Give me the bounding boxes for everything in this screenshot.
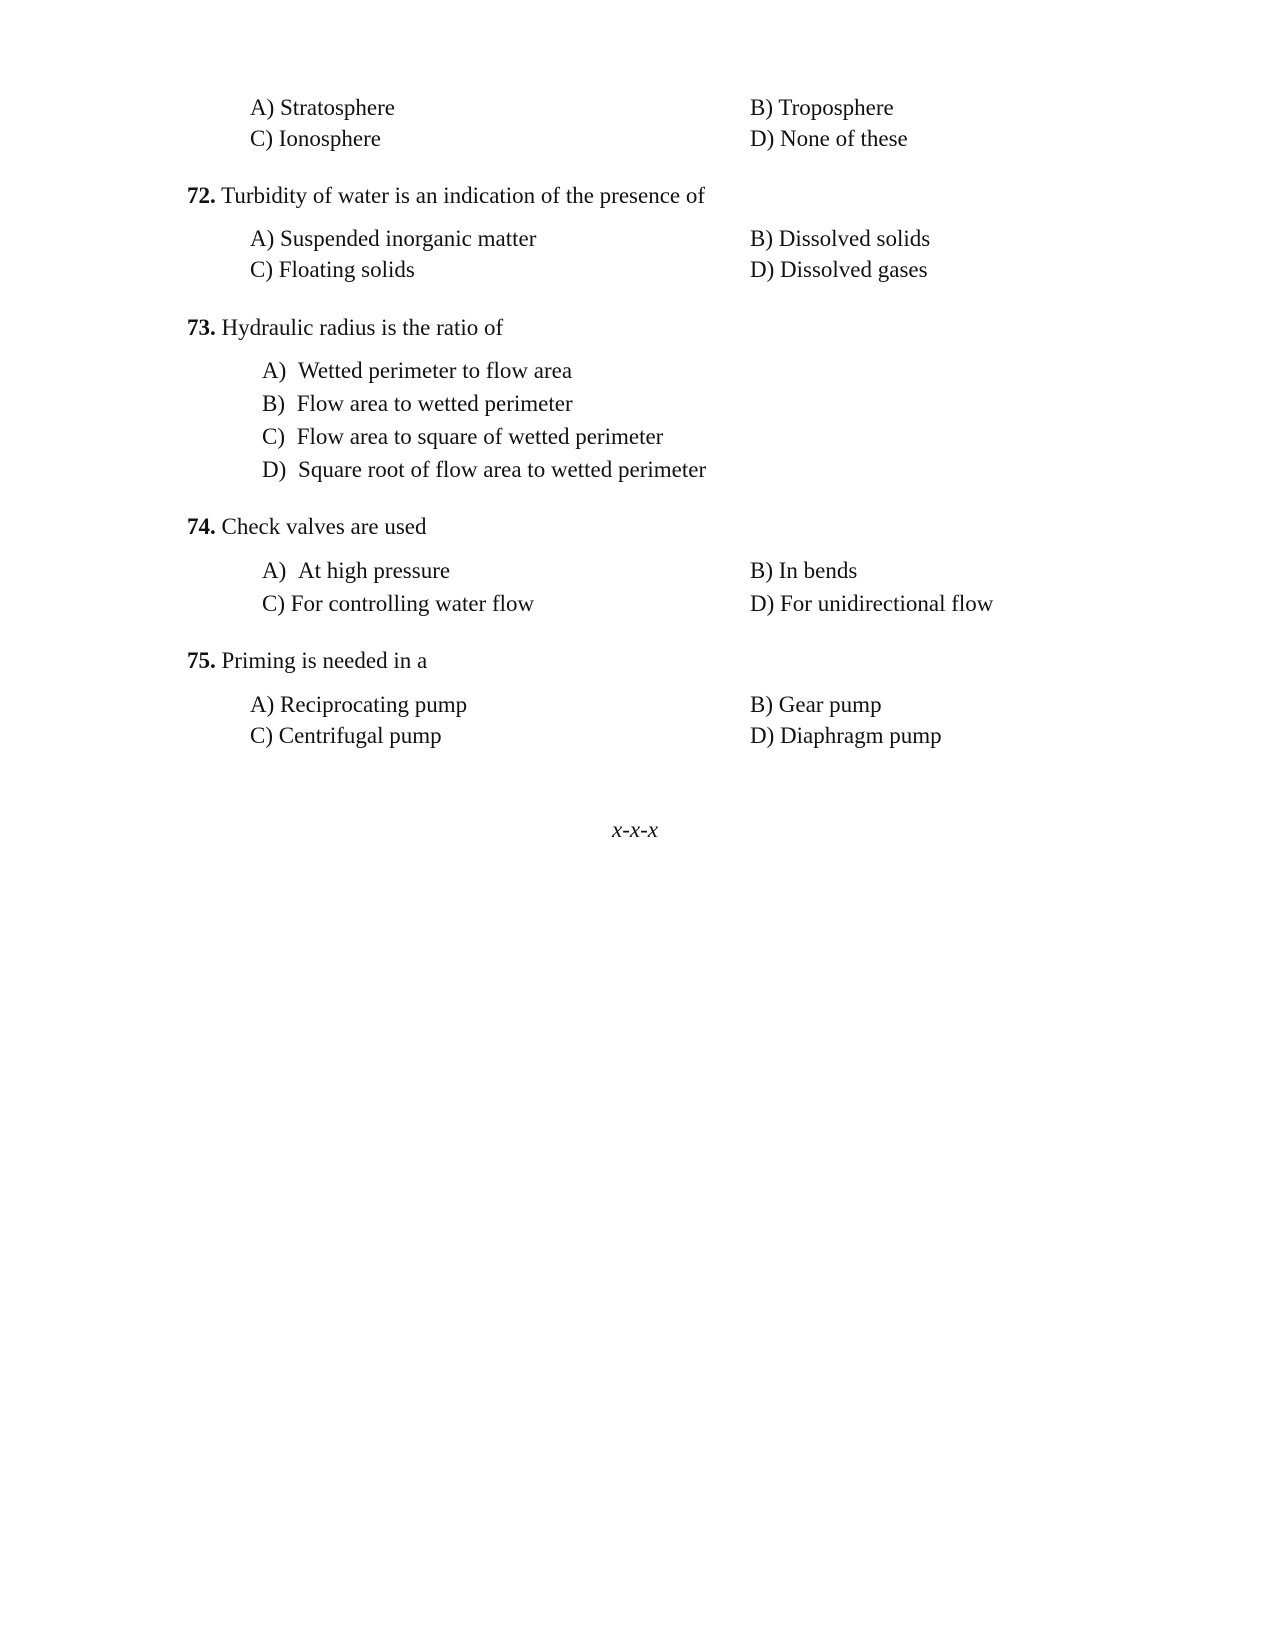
option-text: Square root of flow area to wetted perimeter (298, 457, 707, 482)
q75-option-b: B) Gear pump (750, 692, 882, 717)
q71-option-d: D) None of these (750, 126, 908, 151)
question-text: Turbidity of water is an indication of the presence of (221, 183, 706, 208)
question-number: 75. (187, 648, 216, 673)
q71-option-b: B) Troposphere (750, 95, 894, 120)
q74-option-d: D) For unidirectional flow (750, 591, 994, 616)
q72-option-b: B) Dissolved solids (750, 226, 931, 251)
question-72 (187, 181, 705, 211)
question-text: Check valves are used (221, 514, 427, 539)
q73-option-d (262, 455, 706, 485)
option-text: Wetted perimeter to flow area (298, 358, 573, 383)
q71-option-a: A) Stratosphere (250, 95, 395, 120)
question-text: Priming is needed in a (221, 648, 428, 673)
question-number: 72. (187, 183, 216, 208)
q72-option-c: C) Floating solids (250, 257, 415, 282)
q73-option-a (262, 356, 572, 386)
q72-option-d: D) Dissolved gases (750, 257, 928, 282)
q73-option-c (262, 422, 663, 452)
question-75 (187, 646, 427, 676)
question-number: 74. (187, 514, 216, 539)
question-text: Hydraulic radius is the ratio of (221, 315, 504, 340)
question-73 (187, 313, 503, 343)
q73-option-b (262, 389, 573, 419)
option-letter: A) (262, 358, 287, 383)
option-letter: A) (262, 558, 287, 583)
option-text: At high pressure (298, 558, 451, 583)
q74-option-a (262, 556, 450, 586)
q75-option-d: D) Diaphragm pump (750, 723, 942, 748)
q75-option-a: A) Reciprocating pump (250, 692, 468, 717)
q74-option-b: B) In bends (750, 558, 858, 583)
option-text: Flow area to square of wetted perimeter (296, 424, 664, 449)
end-of-paper-mark: x-x-x (612, 817, 658, 842)
q72-option-a: A) Suspended inorganic matter (250, 226, 537, 251)
q75-option-c: C) Centrifugal pump (250, 723, 442, 748)
option-text: Flow area to wetted perimeter (296, 391, 573, 416)
option-letter: B) (262, 391, 285, 416)
option-letter: D) (262, 457, 287, 482)
question-74 (187, 512, 427, 542)
question-number: 73. (187, 315, 216, 340)
q71-option-c: C) Ionosphere (250, 126, 381, 151)
option-letter: C) (262, 424, 285, 449)
q74-option-c: C) For controlling water flow (262, 591, 535, 616)
